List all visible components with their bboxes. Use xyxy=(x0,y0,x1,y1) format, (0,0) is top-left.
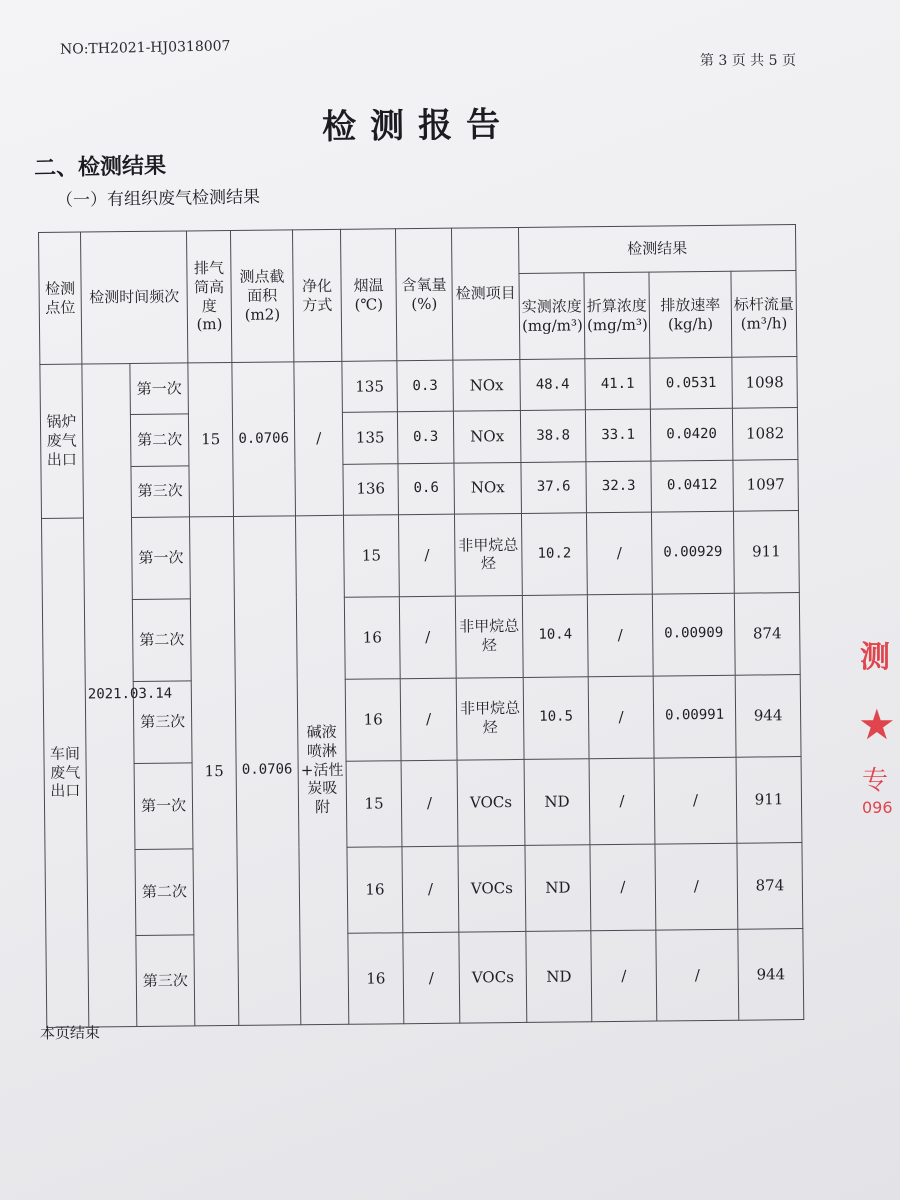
freq-cell: 第三次 xyxy=(133,681,192,764)
flow-cell: 1098 xyxy=(732,357,798,409)
measured-cell: 10.4 xyxy=(522,595,588,678)
purify-cell: 碱液喷淋+活性炭吸附 xyxy=(295,515,348,1025)
freq-cell: 第三次 xyxy=(131,466,190,518)
table-row xyxy=(42,592,800,682)
header-temp: 烟温(℃) xyxy=(341,229,397,362)
item-cell: VOCs xyxy=(458,845,526,932)
header-converted: 折算浓度(mg/m³) xyxy=(584,272,650,359)
header-measured: 实测浓度(mg/m³) xyxy=(519,273,585,360)
temp-cell: 16 xyxy=(345,678,401,761)
header-time: 检测时间频次 xyxy=(81,231,188,364)
rate-cell: / xyxy=(655,843,738,930)
rate-cell: 0.00991 xyxy=(653,675,736,758)
oxygen-cell: / xyxy=(400,678,457,761)
measured-cell: ND xyxy=(524,758,590,845)
temp-cell: 135 xyxy=(342,361,398,413)
converted-cell: / xyxy=(588,676,654,759)
item-cell: 非甲烷总烃 xyxy=(455,595,523,678)
header-height: 排气筒高度(m) xyxy=(187,230,232,363)
measured-cell: 48.4 xyxy=(520,359,586,411)
measured-cell: 10.5 xyxy=(523,676,589,759)
measured-cell: 38.8 xyxy=(520,410,586,462)
converted-cell: / xyxy=(591,930,657,1022)
freq-cell: 第三次 xyxy=(136,935,195,1027)
header-area: 测点截面积(m2) xyxy=(231,230,294,363)
item-cell: VOCs xyxy=(459,931,527,1023)
company-seal xyxy=(848,620,900,840)
item-cell: NOx xyxy=(453,411,521,463)
freq-cell: 第二次 xyxy=(135,849,194,936)
temp-cell: 15 xyxy=(346,760,402,847)
temp-cell: 136 xyxy=(343,463,399,515)
table-row xyxy=(44,756,802,850)
report-number: NO:TH2021-HJ0318007 xyxy=(59,38,231,58)
converted-cell: / xyxy=(587,594,653,677)
page-indicator: 第 3 页 共 5 页 xyxy=(699,53,796,69)
measured-cell: ND xyxy=(525,844,591,931)
section-subtitle: （一）有组织废气检测结果 xyxy=(55,187,261,211)
rate-cell: / xyxy=(654,757,737,844)
seal-character: 测 xyxy=(860,640,890,675)
page-title: 检测报告 xyxy=(321,104,515,148)
converted-cell: 33.1 xyxy=(585,409,651,461)
oxygen-cell: 0.3 xyxy=(397,360,454,412)
freq-cell: 第二次 xyxy=(130,414,189,466)
converted-cell: 32.3 xyxy=(586,461,652,513)
table-row xyxy=(46,928,804,1027)
header-row-1 xyxy=(39,225,796,279)
oxygen-cell: / xyxy=(399,596,456,679)
rate-cell: 0.00909 xyxy=(652,593,735,676)
point-cell: 锅炉废气出口 xyxy=(40,364,84,518)
measured-cell: ND xyxy=(526,930,592,1022)
oxygen-cell: / xyxy=(402,846,459,933)
point-cell: 车间废气出口 xyxy=(41,518,88,1028)
flow-cell: 944 xyxy=(738,928,804,1020)
freq-cell: 第二次 xyxy=(132,599,191,682)
area-cell: 0.0706 xyxy=(234,516,301,1026)
date-cell: 2021.03.14 xyxy=(82,364,137,1027)
header-rate: 排放速率(kg/h) xyxy=(649,271,732,358)
oxygen-cell: / xyxy=(401,760,458,847)
height-cell: 15 xyxy=(188,363,234,517)
freq-cell: 第一次 xyxy=(130,363,189,415)
item-cell: 非甲烷总烃 xyxy=(454,513,522,596)
oxygen-cell: 0.6 xyxy=(398,463,455,515)
table-row xyxy=(40,357,798,416)
flow-cell: 1097 xyxy=(733,459,799,511)
measured-cell: 37.6 xyxy=(521,461,587,513)
flow-cell: 911 xyxy=(736,756,802,843)
flow-cell: 944 xyxy=(735,674,801,757)
table-row xyxy=(41,510,799,600)
item-cell: VOCs xyxy=(457,759,525,846)
item-cell: NOx xyxy=(453,360,521,412)
table-row xyxy=(40,408,798,467)
temp-cell: 16 xyxy=(344,596,400,679)
height-cell: 15 xyxy=(190,516,239,1026)
freq-cell: 第一次 xyxy=(131,517,190,600)
measured-cell: 10.2 xyxy=(521,513,587,596)
header-point: 检测点位 xyxy=(39,232,82,365)
header-purify: 净化方式 xyxy=(293,229,342,362)
flow-cell: 874 xyxy=(737,842,803,929)
rate-cell: / xyxy=(656,929,739,1021)
header-oxygen: 含氧量(%) xyxy=(396,228,453,361)
table-row xyxy=(45,842,803,936)
section-title: 二、检测结果 xyxy=(33,152,167,182)
oxygen-cell: / xyxy=(403,932,460,1024)
oxygen-cell: 0.3 xyxy=(397,412,454,464)
rate-cell: 0.0412 xyxy=(651,460,734,512)
converted-cell: / xyxy=(586,512,652,595)
results-table xyxy=(38,224,804,1028)
item-cell: NOx xyxy=(454,462,522,514)
table-row xyxy=(41,459,799,518)
converted-cell: / xyxy=(589,758,655,845)
rate-cell: 0.0420 xyxy=(650,409,733,461)
temp-cell: 16 xyxy=(348,932,404,1024)
temp-cell: 16 xyxy=(347,846,403,933)
header-flow: 标杆流量(m³/h) xyxy=(731,271,797,358)
area-cell: 0.0706 xyxy=(232,362,296,516)
oxygen-cell: / xyxy=(398,514,455,597)
temp-cell: 15 xyxy=(343,515,399,598)
freq-cell: 第一次 xyxy=(134,763,193,850)
temp-cell: 135 xyxy=(342,412,398,464)
converted-cell: 41.1 xyxy=(585,358,651,410)
converted-cell: / xyxy=(590,844,656,931)
purify-cell: / xyxy=(294,361,344,515)
seal-character: 专 xyxy=(862,766,889,796)
seal-digits: 096 xyxy=(862,798,893,817)
header-item: 检测项目 xyxy=(451,227,519,360)
item-cell: 非甲烷总烃 xyxy=(456,677,524,760)
seal-star-icon: ★ xyxy=(858,700,896,749)
rate-cell: 0.00929 xyxy=(651,511,734,594)
flow-cell: 911 xyxy=(733,510,799,593)
page-end-note: 本页结束 xyxy=(39,1023,101,1043)
header-results: 检测结果 xyxy=(518,225,795,274)
flow-cell: 1082 xyxy=(732,408,798,460)
rate-cell: 0.0531 xyxy=(650,357,733,409)
flow-cell: 874 xyxy=(734,592,800,675)
